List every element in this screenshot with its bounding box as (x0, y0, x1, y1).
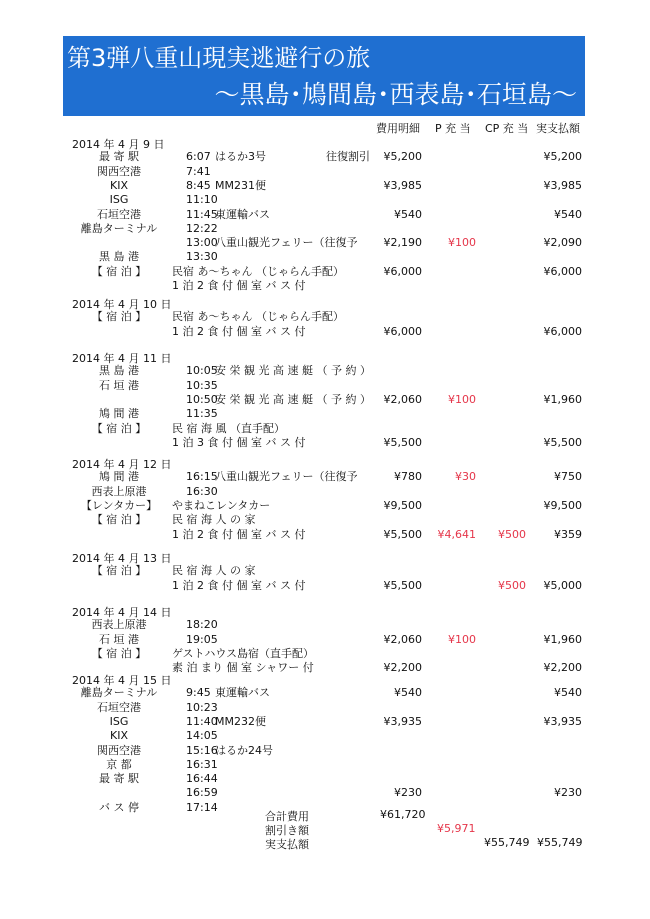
lodging-note: 1 泊 2 食 付 個 室 バ ス 付 (172, 324, 306, 338)
cost-value: ¥2,200 (383, 661, 422, 675)
itinerary-row (0, 310, 650, 324)
place-label: 黒 島 港 (99, 364, 139, 378)
place-label: KIX (110, 178, 128, 192)
time-value: 11:40 (186, 714, 218, 728)
cp-value: ¥500 (498, 527, 526, 541)
actual-value: ¥6,000 (543, 264, 582, 278)
cost-value: ¥3,985 (383, 178, 422, 192)
cost-value: ¥540 (394, 686, 422, 700)
transport-desc: 東運輸バス (215, 686, 270, 700)
itinerary-row (0, 633, 650, 647)
itinerary-row (0, 564, 650, 578)
day-date: 2014 年 4 月 14 日 (72, 606, 172, 619)
place-label: 【 宿 泊 】 (91, 310, 147, 324)
paid-label: 実支払額 (265, 838, 309, 851)
lodging-desc: やまねこレンタカー (172, 498, 271, 512)
place-label: 西表上原港 (91, 618, 147, 632)
time-value: 6:07 (186, 150, 211, 164)
transport-desc: 安 栄 観 光 高 速 艇 （ 予 約 ） (215, 392, 371, 406)
itinerary-row (0, 485, 650, 499)
itinerary-row (0, 618, 650, 632)
lodging-desc: 民宿 あ～ちゃん （じゃらん手配） (172, 310, 344, 324)
itinerary-row (0, 193, 650, 207)
lodging-note: 1 泊 2 食 付 個 室 バ ス 付 (172, 527, 306, 541)
cost-value: ¥5,200 (383, 150, 422, 164)
place-label: 【 宿 泊 】 (91, 513, 147, 527)
lodging-note: 1 泊 3 食 付 個 室 バ ス 付 (172, 435, 306, 449)
lodging-note: 1 泊 2 食 付 個 室 バ ス 付 (172, 578, 306, 592)
day-date: 2014 年 4 月 9 日 (72, 138, 165, 151)
time-value: 10:05 (186, 364, 218, 378)
actual-value: ¥230 (554, 786, 582, 800)
place-label: 石垣空港 (97, 700, 141, 714)
title-line1: 第3弾八重山現実逃避行の旅 (67, 44, 371, 72)
itinerary-row (0, 236, 650, 250)
time-value: 11:35 (186, 407, 218, 421)
itinerary-row (0, 513, 650, 527)
itinerary-row (0, 758, 650, 772)
actual-value: ¥2,090 (543, 236, 582, 250)
actual-value: ¥5,500 (543, 435, 582, 449)
cost-value: ¥6,000 (383, 324, 422, 338)
actual-value: ¥9,500 (543, 498, 582, 512)
transport-desc: 八重山観光フェリー（往復予 (215, 236, 358, 250)
lodging-desc: 民宿 あ～ちゃん （じゃらん手配） (172, 264, 344, 278)
day-date: 2014 年 4 月 15 日 (72, 674, 172, 687)
lodging-desc: ゲストハウス島宿（直手配） (172, 646, 315, 660)
title-line2: ～黒島･鳩間島･西表島･石垣島～ (214, 80, 577, 109)
time-value: 10:50 (186, 392, 218, 406)
time-value: 7:41 (186, 164, 211, 178)
transport-desc: はるか24号 (215, 743, 273, 757)
itinerary-row (0, 265, 650, 279)
cost-value: ¥9,500 (383, 498, 422, 512)
time-value: 16:30 (186, 484, 218, 498)
itinerary-row (0, 250, 650, 264)
actual-value: ¥540 (554, 207, 582, 221)
actual-value: ¥5,200 (543, 150, 582, 164)
place-label: 鳩 間 港 (99, 407, 139, 421)
cost-value: ¥2,190 (383, 236, 422, 250)
time-value: 13:00 (186, 236, 218, 250)
day-date: 2014 年 4 月 13 日 (72, 552, 172, 565)
place-label: 【レンタカー】 (80, 498, 158, 512)
place-label: 最 寄 駅 (99, 150, 139, 164)
time-value: 13:30 (186, 250, 218, 264)
itinerary-row (0, 744, 650, 758)
cost-value: ¥540 (394, 207, 422, 221)
lodging-desc: 民 宿 海 人 の 家 (172, 564, 256, 578)
paid-actual-total: ¥55,749 (537, 836, 583, 849)
place-label: 石 垣 港 (99, 632, 139, 646)
place-label: 【 宿 泊 】 (91, 421, 147, 435)
time-value: 16:31 (186, 757, 218, 771)
time-value: 10:23 (186, 700, 218, 714)
cost-value: ¥2,060 (383, 632, 422, 646)
time-value: 16:59 (186, 786, 218, 800)
cost-value: ¥5,500 (383, 435, 422, 449)
place-label: 離島ターミナル (80, 686, 158, 700)
lodging-note-row (0, 528, 650, 542)
place-label: バ ス 停 (99, 800, 139, 814)
lodging-note-row (0, 325, 650, 339)
time-value: 14:05 (186, 729, 218, 743)
cost-value: ¥780 (394, 470, 422, 484)
place-label: 鳩 間 港 (99, 470, 139, 484)
actual-value: ¥1,960 (543, 632, 582, 646)
time-value: 12:22 (186, 221, 218, 235)
transport-desc: MM231便 (215, 178, 266, 192)
transport-desc: 東運輸バス (215, 207, 270, 221)
itinerary-row (0, 786, 650, 800)
lodging-note-row (0, 436, 650, 450)
time-value: 18:20 (186, 618, 218, 632)
cost-value: ¥3,935 (383, 714, 422, 728)
actual-value: ¥3,935 (543, 714, 582, 728)
day-date: 2014 年 4 月 12 日 (72, 458, 172, 471)
place-label: ISG (109, 714, 129, 728)
cost-value: ¥2,060 (383, 392, 422, 406)
actual-value: ¥540 (554, 686, 582, 700)
col-header-cost: 費用明細 (376, 122, 420, 135)
cost-value: ¥5,500 (383, 578, 422, 592)
transport-desc: 八重山観光フェリー（往復予 (215, 470, 358, 484)
place-label: ISG (109, 193, 129, 207)
time-value: 11:45 (186, 207, 218, 221)
itinerary-row (0, 772, 650, 786)
lodging-note-row (0, 279, 650, 293)
place-label: 石 垣 港 (99, 378, 139, 392)
actual-value: ¥6,000 (543, 324, 582, 338)
itinerary-row (0, 470, 650, 484)
itinerary-row (0, 364, 650, 378)
place-label: 【 宿 泊 】 (91, 564, 147, 578)
actual-value: ¥5,000 (543, 578, 582, 592)
lodging-desc: 民 宿 海 風 （直手配） (172, 421, 285, 435)
itinerary-row (0, 499, 650, 513)
itinerary-row (0, 686, 650, 700)
total-cost: ¥61,720 (380, 808, 426, 821)
paid-cp-total: ¥55,749 (484, 836, 530, 849)
transport-desc: MM232便 (215, 714, 266, 728)
lodging-note: 素 泊 まり 個 室 シャワー 付 (172, 661, 314, 675)
actual-value: ¥359 (554, 527, 582, 541)
itinerary-row (0, 393, 650, 407)
actual-value: ¥750 (554, 470, 582, 484)
time-value: 15:16 (186, 743, 218, 757)
time-value: 8:45 (186, 178, 211, 192)
time-value: 16:44 (186, 772, 218, 786)
cp-value: ¥500 (498, 578, 526, 592)
itinerary-row (0, 150, 650, 164)
itinerary-row (0, 208, 650, 222)
point-value: ¥100 (448, 632, 476, 646)
discount-note: 往復割引 (326, 150, 370, 164)
lodging-note-row (0, 579, 650, 593)
itinerary-row (0, 801, 650, 815)
time-value: 17:14 (186, 800, 218, 814)
time-value: 10:35 (186, 378, 218, 392)
time-value: 16:15 (186, 470, 218, 484)
time-value: 9:45 (186, 686, 211, 700)
col-header-actual: 実支払額 (536, 122, 580, 135)
place-label: 【 宿 泊 】 (91, 646, 147, 660)
lodging-note: 1 泊 2 食 付 個 室 バ ス 付 (172, 279, 306, 292)
itinerary-row (0, 647, 650, 661)
place-label: 京 都 (106, 757, 132, 771)
transport-desc: はるか3号 (215, 150, 266, 164)
time-value: 19:05 (186, 632, 218, 646)
actual-value: ¥1,960 (543, 392, 582, 406)
total-label: 合計費用 (265, 810, 309, 823)
place-label: KIX (110, 729, 128, 743)
day-date: 2014 年 4 月 11 日 (72, 352, 172, 365)
point-value: ¥100 (448, 392, 476, 406)
place-label: 西表上原港 (91, 484, 147, 498)
discount-label: 割引き額 (265, 824, 309, 837)
itinerary-row (0, 179, 650, 193)
itinerary-row (0, 407, 650, 421)
col-header-cp: CP 充 当 (485, 122, 529, 135)
actual-value: ¥3,985 (543, 178, 582, 192)
place-label: 離島ターミナル (80, 221, 158, 235)
cost-value: ¥6,000 (383, 264, 422, 278)
place-label: 石垣空港 (97, 207, 141, 221)
itinerary-row (0, 715, 650, 729)
itinerary-row (0, 729, 650, 743)
lodging-desc: 民 宿 海 人 の 家 (172, 513, 256, 527)
title-banner (63, 36, 585, 116)
itinerary-row (0, 422, 650, 436)
place-label: 最 寄 駅 (99, 772, 139, 786)
itinerary-row (0, 379, 650, 393)
actual-value: ¥2,200 (543, 661, 582, 675)
place-label: 黒 島 港 (99, 250, 139, 264)
time-value: 11:10 (186, 193, 218, 207)
place-label: 関西空港 (97, 164, 141, 178)
itinerary-row (0, 165, 650, 179)
place-label: 【 宿 泊 】 (91, 264, 147, 278)
transport-desc: 安 栄 観 光 高 速 艇 （ 予 約 ） (215, 364, 371, 378)
col-header-p: P 充 当 (435, 122, 471, 135)
place-label: 関西空港 (97, 743, 141, 757)
discount-amount: ¥5,971 (437, 822, 476, 835)
point-value: ¥30 (455, 470, 476, 484)
cost-value: ¥5,500 (383, 527, 422, 541)
point-value: ¥4,641 (437, 527, 476, 541)
cost-value: ¥230 (394, 786, 422, 800)
itinerary-row (0, 222, 650, 236)
itinerary-row (0, 701, 650, 715)
day-date: 2014 年 4 月 10 日 (72, 298, 172, 311)
point-value: ¥100 (448, 236, 476, 250)
